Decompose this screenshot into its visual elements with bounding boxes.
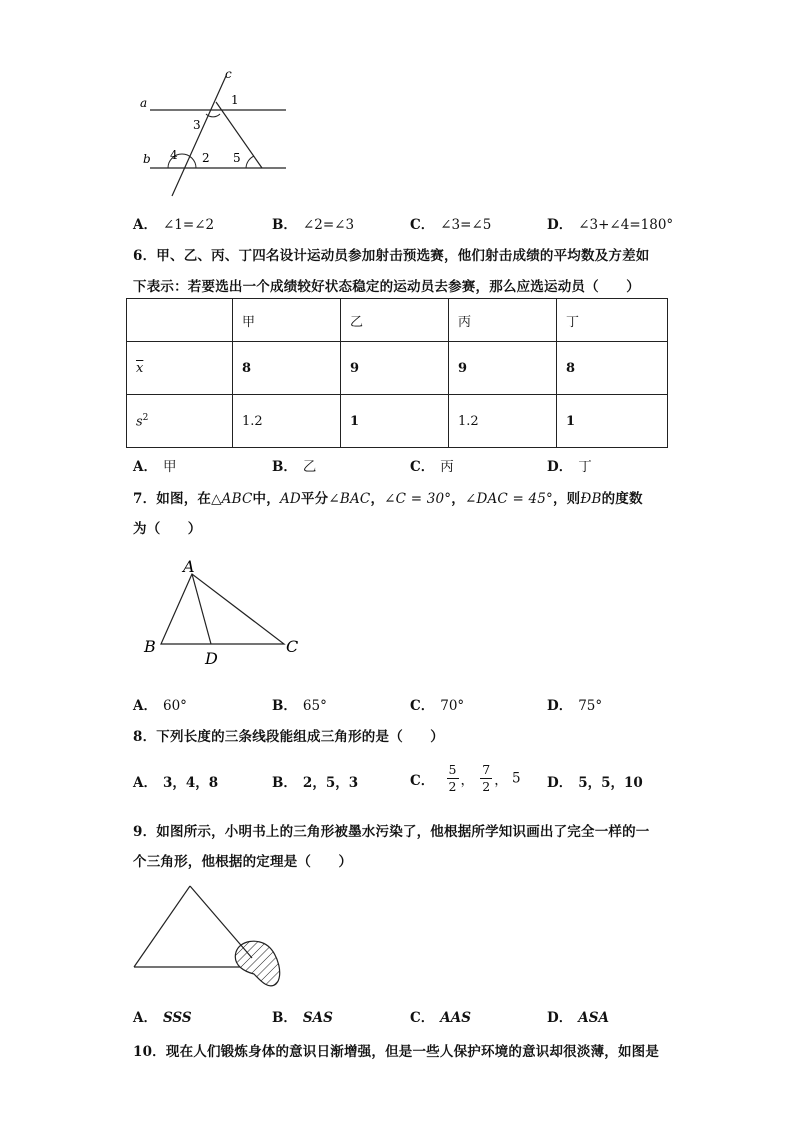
vertex-a-label: A	[183, 557, 195, 576]
q6-option-c[interactable]: C． 丙	[410, 459, 454, 475]
q7-option-a[interactable]: A． 60°	[133, 698, 187, 714]
line-c	[172, 76, 226, 196]
table-cell: 8	[233, 342, 341, 395]
q9-option-b[interactable]: B． SAS	[272, 1010, 333, 1026]
q7-option-b[interactable]: B． 65°	[272, 698, 327, 714]
table-header-jia: 甲	[233, 299, 341, 342]
q7-triangle-figure	[138, 552, 308, 670]
q8-stem: 8．下列长度的三条线段能组成三角形的是（ ）	[133, 729, 444, 745]
q5-option-d[interactable]: D． ∠3+∠4=180°	[547, 217, 674, 233]
q9-option-c[interactable]: C． AAS	[410, 1010, 471, 1026]
q5-option-b[interactable]: B． ∠2=∠3	[272, 217, 355, 233]
angle-4-label: 4	[170, 148, 178, 162]
table-header-row	[127, 299, 668, 342]
q8-option-c[interactable]: C． $\frac{5}{2}$ ， $\frac{7}{2}$ ， 5	[410, 762, 521, 794]
fraction-five-halves: $\frac{5}{2}$	[448, 762, 457, 794]
variance-label: $s^2$	[127, 395, 233, 448]
table-cell: 9	[449, 342, 557, 395]
q9-stem-line2: 个三角形，他根据的定理是（ ）	[133, 854, 353, 870]
label-b: b	[143, 152, 151, 166]
mean-label	[127, 342, 233, 395]
q6-stem-line1: 6．甲、乙、丙、丁四名设计运动员参加射击预选赛，他们射击成绩的平均数及方差如	[133, 248, 650, 264]
table-cell: 1	[341, 395, 449, 448]
segment-ad	[192, 574, 211, 644]
table-cell: 1	[557, 395, 668, 448]
point-d-label: D	[205, 649, 218, 668]
q8-option-a[interactable]: A． 3，4，8	[133, 775, 219, 791]
table-row-mean	[127, 342, 668, 395]
fraction-seven-halves: $\frac{7}{2}$	[482, 762, 491, 794]
triangle-abc	[161, 574, 284, 644]
triangle-side-left	[134, 886, 190, 967]
q5-option-c[interactable]: C． ∠3=∠5	[410, 217, 492, 233]
angle-5-label: 5	[233, 151, 241, 165]
q7-option-d[interactable]: D． 75°	[547, 698, 603, 714]
label-c: c	[225, 67, 232, 81]
q6-score-table	[126, 298, 668, 448]
angle-1-label: 1	[231, 93, 239, 107]
q10-stem-line1: 10．现在人们锻炼身体的意识日渐增强，但是一些人保护环境的意识却很淡薄，如图是	[133, 1044, 660, 1060]
q9-option-a[interactable]: A． SSS	[133, 1010, 192, 1026]
angle-2-label: 2	[202, 151, 210, 165]
table-header-yi: 乙	[341, 299, 449, 342]
q8-option-d[interactable]: D． 5，5，10	[547, 775, 643, 791]
vertex-b-label: B	[144, 637, 156, 656]
table-header-ding: 丁	[557, 299, 668, 342]
q6-option-b[interactable]: B． 乙	[272, 459, 317, 475]
q7-option-c[interactable]: C． 70°	[410, 698, 465, 714]
q5-option-a[interactable]: A． ∠1=∠2	[133, 217, 215, 233]
q8-option-b[interactable]: B． 2，5，3	[272, 775, 359, 791]
table-header-bing: 丙	[449, 299, 557, 342]
q5-parallel-lines-figure	[130, 62, 300, 202]
table-row-variance	[127, 395, 668, 448]
q6-stem-line2: 下表示：若要选出一个成绩较好状态稳定的运动员去参赛，那么应选运动员（ ）	[133, 279, 640, 295]
q6-option-d[interactable]: D． 丁	[547, 459, 592, 475]
table-cell: 9	[341, 342, 449, 395]
angle-5-arc	[246, 156, 254, 168]
table-header-empty	[127, 299, 233, 342]
angle-3-label: 3	[193, 118, 201, 132]
x-bar-symbol: $\overline{x}$	[136, 360, 144, 376]
table-cell: 8	[557, 342, 668, 395]
q9-stem-line1: 9．如图所示，小明书上的三角形被墨水污染了，他根据所学知识画出了完全一样的一	[133, 824, 650, 840]
q8-options	[133, 762, 693, 802]
ink-stain	[235, 941, 279, 986]
q7-stem-line1: 7．如图，在△ABC中，AD平分∠BAC，∠C = 30°，∠DAC = 45°，则ÐB的度数	[133, 491, 643, 507]
q9-ink-stained-triangle-figure	[128, 876, 298, 996]
vertex-c-label: C	[286, 637, 299, 656]
q9-option-d[interactable]: D． ASA	[547, 1010, 609, 1026]
q7-stem-line2: 为（ ）	[133, 521, 202, 537]
label-a: a	[140, 96, 148, 110]
q6-option-a[interactable]: A． 甲	[133, 459, 177, 475]
table-cell: 1.2	[449, 395, 557, 448]
table-cell: 1.2	[233, 395, 341, 448]
